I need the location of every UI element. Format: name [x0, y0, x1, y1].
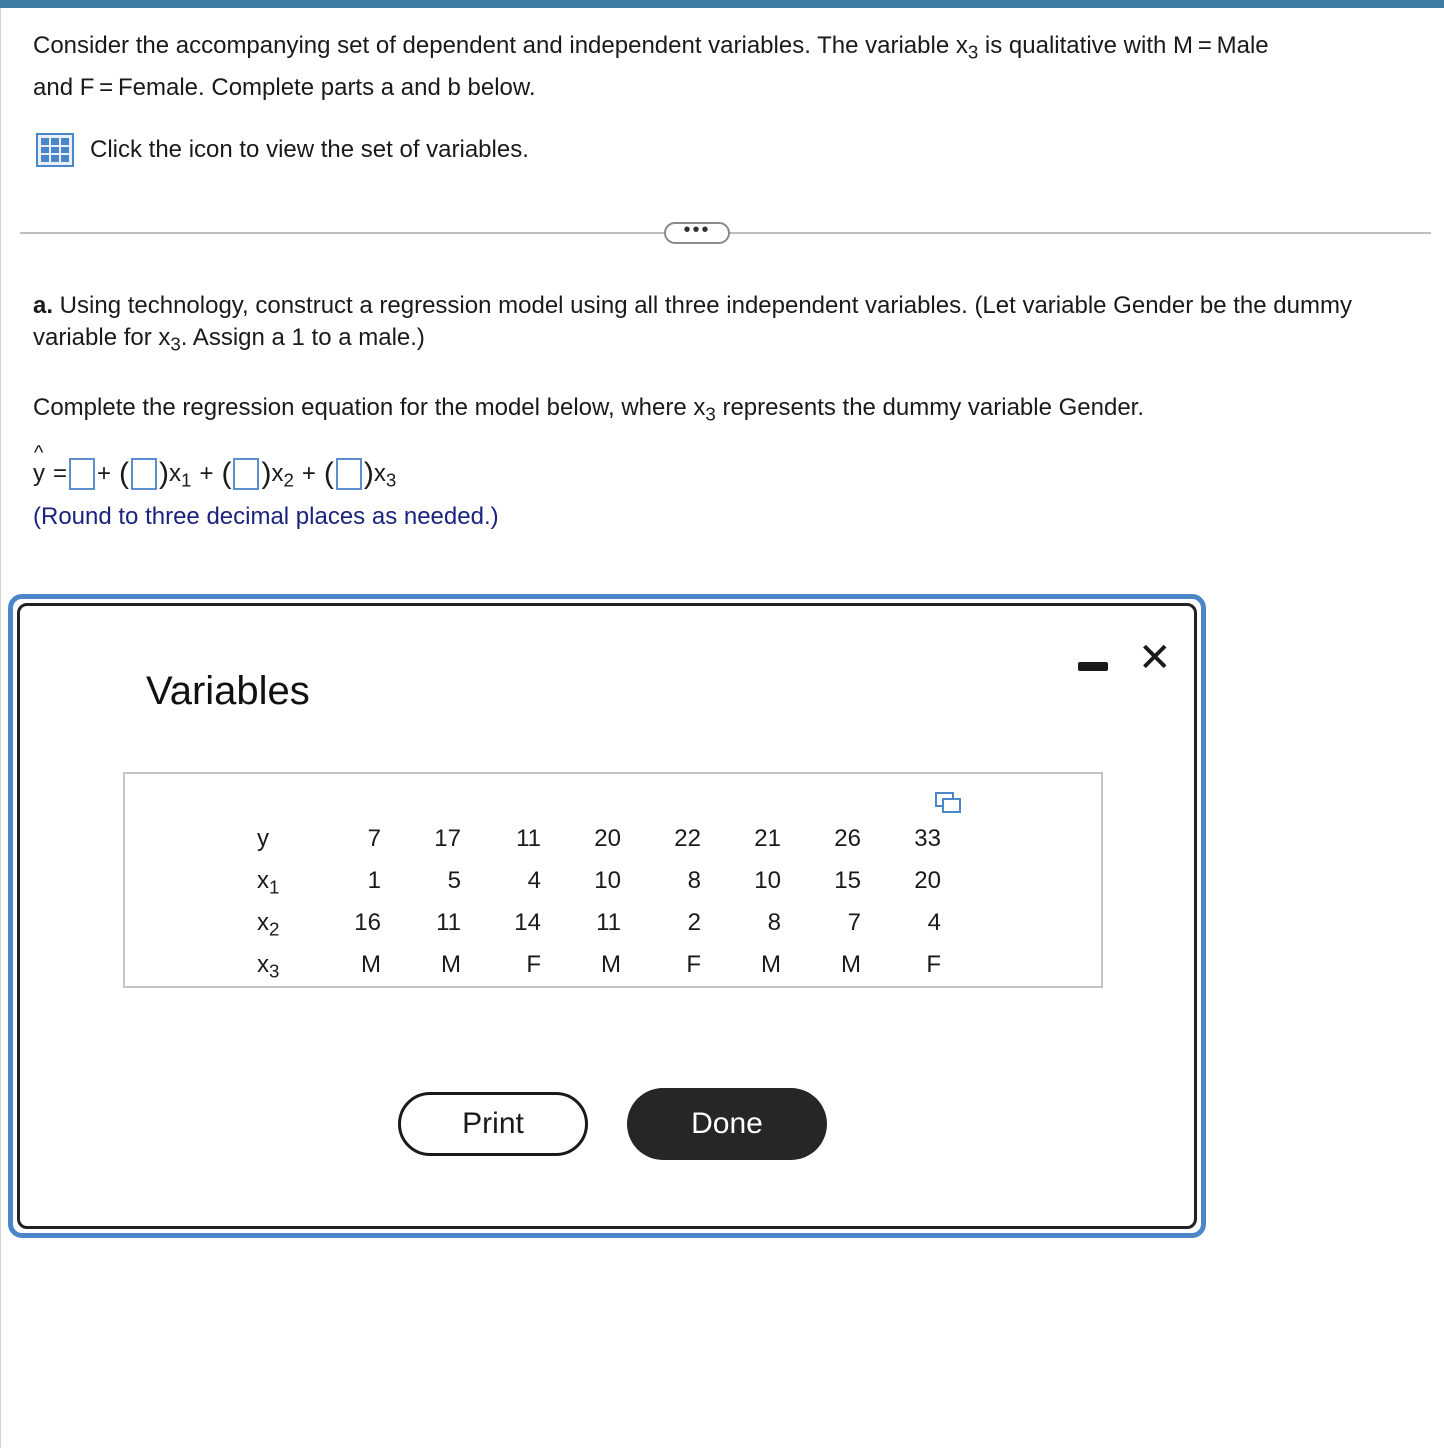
prompt-var: $x_3$ — [693, 394, 716, 425]
table-cell: 7 — [367, 825, 381, 852]
y-hat: ^ y — [33, 460, 45, 488]
top-accent-bar — [0, 0, 1444, 8]
view-variables-link[interactable] — [36, 132, 529, 168]
table-cell: 11 — [516, 825, 541, 852]
rounding-note: (Round to three decimal places as needed.) — [33, 503, 499, 530]
table-cell: 22 — [674, 825, 701, 852]
table-row — [253, 902, 941, 944]
done-button[interactable]: Done — [627, 1088, 827, 1160]
x1-term: $x_1$ — [169, 460, 192, 491]
x2-term: $x_2$ — [271, 460, 294, 491]
row-label: $x_3$ — [257, 951, 280, 982]
row-label: y — [257, 825, 269, 852]
table-cell: F — [686, 951, 701, 978]
table-cell: M — [361, 951, 381, 978]
table-cell: 10 — [754, 867, 781, 894]
table-grid-icon[interactable] — [36, 133, 74, 167]
intro-text-line2: and F = Female. Complete parts a and b below. — [33, 74, 536, 101]
table-cell: 7 — [847, 909, 861, 936]
intro-var: $x_3$ — [955, 32, 979, 63]
table-cell: 33 — [914, 825, 941, 852]
part-a-instructions: a. Using technology, construct a regression model using all three independent variables. (Let variable Gender be the dummy variable for $x_3$. Assign a 1 to a male.) — [33, 292, 1352, 355]
table-row — [253, 860, 941, 902]
table-cell: 15 — [834, 867, 861, 894]
table-cell: F — [926, 951, 941, 978]
table-cell: M — [601, 951, 621, 978]
table-cell: M — [761, 951, 781, 978]
minimize-button[interactable] — [1078, 652, 1108, 682]
table-cell: 11 — [436, 909, 461, 936]
problem-intro — [33, 25, 1413, 109]
coef-x1-input[interactable] — [131, 458, 157, 490]
view-variables-label[interactable]: Click the icon to view the set of variables. — [90, 136, 529, 163]
table-row — [253, 944, 941, 986]
part-a-label: a. — [33, 292, 54, 319]
row-label: $x_1$ — [257, 867, 280, 898]
intro-text: Consider the accompanying set of dependent and independent variables. The variable — [33, 32, 956, 59]
regression-equation: ^ y = + ( ) $x_1$ + ( ) $x_2$ + ( ) $x_3$ — [33, 452, 396, 496]
equation-prompt: Complete the regression equation for the model below, where $x_3$ represents the dummy variable Gender. — [33, 394, 1145, 425]
table-cell: M — [441, 951, 461, 978]
variables-table — [253, 818, 941, 986]
table-row — [253, 818, 941, 860]
table-cell: 8 — [687, 867, 701, 894]
table-cell: 26 — [834, 825, 861, 852]
table-cell: 14 — [514, 909, 541, 936]
coef-x2-input[interactable] — [233, 458, 259, 490]
left-border — [0, 8, 1, 1448]
table-cell: 5 — [447, 867, 461, 894]
data-table-panel — [123, 772, 1103, 988]
dialog-title: Variables — [146, 669, 310, 713]
intercept-input[interactable] — [69, 458, 95, 490]
intro-text-cont: is qualitative with M = Male — [978, 32, 1269, 59]
print-button[interactable]: Print — [398, 1092, 588, 1156]
table-cell: 16 — [354, 909, 381, 936]
table-cell: 11 — [596, 909, 621, 936]
part-a-var: $x_3$ — [158, 324, 181, 355]
table-cell: 8 — [767, 909, 781, 936]
expand-dots-button[interactable]: ••• — [664, 222, 730, 244]
table-cell: 20 — [914, 867, 941, 894]
table-cell: 4 — [527, 867, 541, 894]
x3-term: $x_3$ — [373, 460, 397, 491]
table-cell: M — [841, 951, 861, 978]
copy-icon[interactable] — [935, 792, 957, 810]
table-cell: 1 — [367, 867, 381, 894]
table-cell: 21 — [754, 825, 781, 852]
equals-sign: = — [53, 460, 68, 487]
row-label: $x_2$ — [257, 909, 280, 940]
close-button[interactable]: ✕ — [1138, 636, 1172, 680]
table-cell: 20 — [594, 825, 621, 852]
table-cell: 17 — [434, 825, 461, 852]
table-cell: F — [526, 951, 541, 978]
table-cell: 4 — [927, 909, 941, 936]
table-cell: 2 — [687, 909, 701, 936]
variables-dialog — [8, 594, 1206, 1238]
coef-x3-input[interactable] — [336, 458, 362, 490]
table-cell: 10 — [594, 867, 621, 894]
